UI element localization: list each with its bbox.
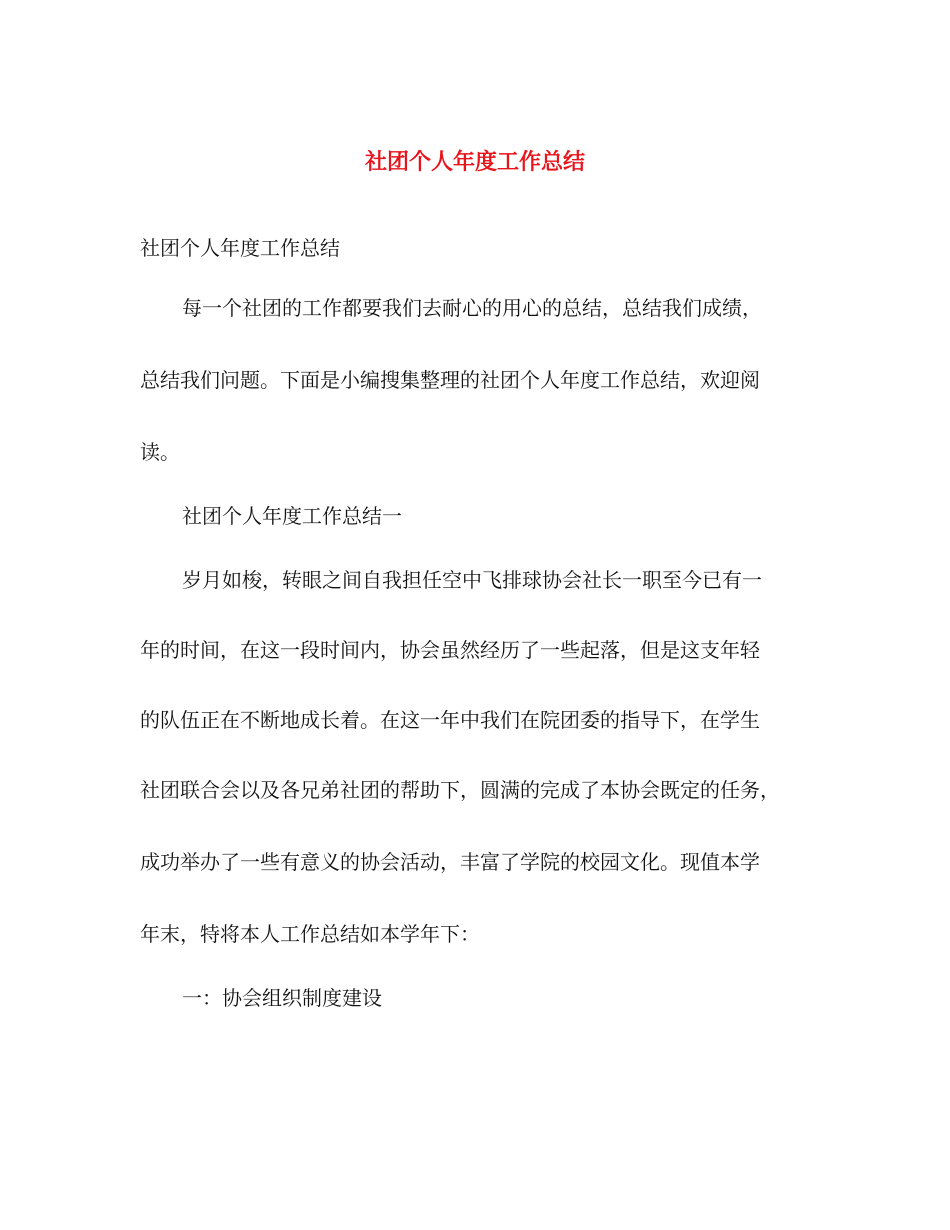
subtitle-line: 社团个人年度工作总结 xyxy=(140,236,340,260)
paragraph-line: 读。 xyxy=(140,440,180,464)
section-heading: 社团个人年度工作总结一 xyxy=(182,504,402,528)
paragraph-line: 年末，特将本人工作总结如本学年下： xyxy=(140,922,480,946)
paragraph-line: 每一个社团的工作都要我们去耐心的用心的总结，总结我们成绩， xyxy=(182,296,762,320)
paragraph-line: 年的时间，在这一段时间内，协会虽然经历了一些起落，但是这支年轻 xyxy=(140,638,760,662)
paragraph-line: 总结我们问题。下面是小编搜集整理的社团个人年度工作总结，欢迎阅 xyxy=(140,368,760,392)
paragraph-line: 的队伍正在不断地成长着。在这一年中我们在院团委的指导下，在学生 xyxy=(140,708,760,732)
paragraph-line: 社团联合会以及各兄弟社团的帮助下，圆满的完成了本协会既定的任务， xyxy=(140,778,780,802)
section-heading: 一：协会组织制度建设 xyxy=(182,986,382,1010)
paragraph-line: 岁月如梭，转眼之间自我担任空中飞排球协会社长一职至今已有一 xyxy=(182,568,762,592)
document-title: 社团个人年度工作总结 xyxy=(364,149,585,175)
paragraph-line: 成功举办了一些有意义的协会活动，丰富了学院的校园文化。现值本学 xyxy=(140,850,760,874)
